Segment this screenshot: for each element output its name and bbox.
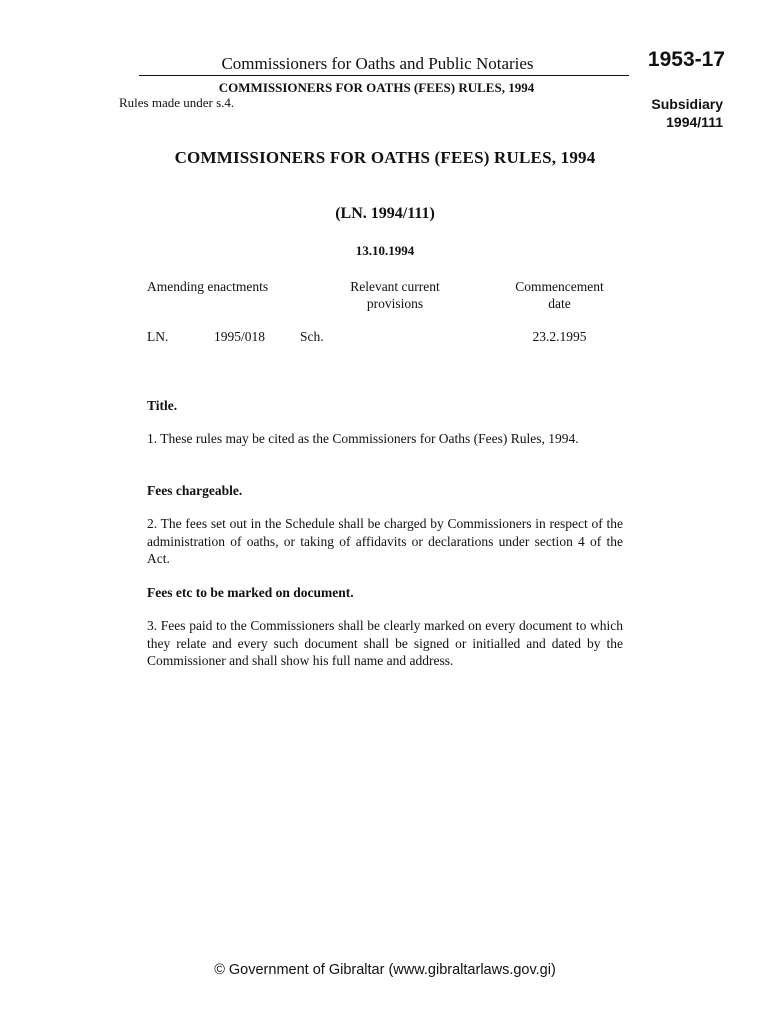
legal-notice-number: (LN. 1994/111)	[335, 205, 435, 222]
subsidiary-text: Subsidiary	[651, 96, 723, 112]
table-row-type: LN.	[147, 329, 169, 344]
subsidiary-label	[630, 95, 723, 131]
header-amending-enactments: Amending enactments	[147, 279, 269, 294]
header-commencement-line1: Commencement	[515, 279, 604, 294]
section-paragraph-3: 3. Fees paid to the Commissioners shall be clearly marked on every document to which they relate and every such document shall be signed or initialled and dated by the Commissioner and shall show his full name and address.	[147, 618, 623, 668]
table-row-number: 1995/018	[214, 329, 266, 344]
header-commencement-line2: date	[548, 296, 571, 311]
header-relevant-line2: provisions	[366, 296, 424, 311]
section-heading-fees-chargeable: Fees chargeable.	[147, 483, 243, 498]
header-relevant-line1: Relevant current	[350, 279, 440, 294]
document-date: 13.10.1994	[355, 243, 415, 258]
header-rule	[139, 75, 629, 76]
chapter-number: 1953-17	[647, 48, 725, 71]
running-title: Commissioners for Oaths and Public Notaries	[221, 54, 534, 73]
table-row-date: 23.2.1995	[532, 329, 587, 344]
rules-short-title: COMMISSIONERS FOR OATHS (FEES) RULES, 1994	[218, 80, 535, 95]
subsidiary-number: 1994/111	[666, 114, 723, 130]
section-paragraph-1: 1. These rules may be cited as the Commissioners for Oaths (Fees) Rules, 1994.	[147, 431, 579, 446]
table-row-provisions: Sch.	[300, 329, 324, 344]
header-relevant-provisions	[320, 278, 470, 312]
section-paragraph-2: 2. The fees set out in the Schedule shall be charged by Commissioners in respect of the administration of oaths, or taking of affidavits or declarations under section 4 of the Act.	[147, 516, 623, 566]
header-commencement-date	[487, 278, 632, 312]
section-heading-fees-marked: Fees etc to be marked on document.	[147, 585, 354, 600]
rules-made-note: Rules made under s.4.	[119, 95, 235, 110]
section-heading-title: Title.	[147, 398, 178, 413]
document-title: COMMISSIONERS FOR OATHS (FEES) RULES, 1994	[174, 148, 596, 167]
footer-copyright: © Government of Gibraltar (www.gibraltarlaws.gov.gi)	[214, 962, 556, 978]
